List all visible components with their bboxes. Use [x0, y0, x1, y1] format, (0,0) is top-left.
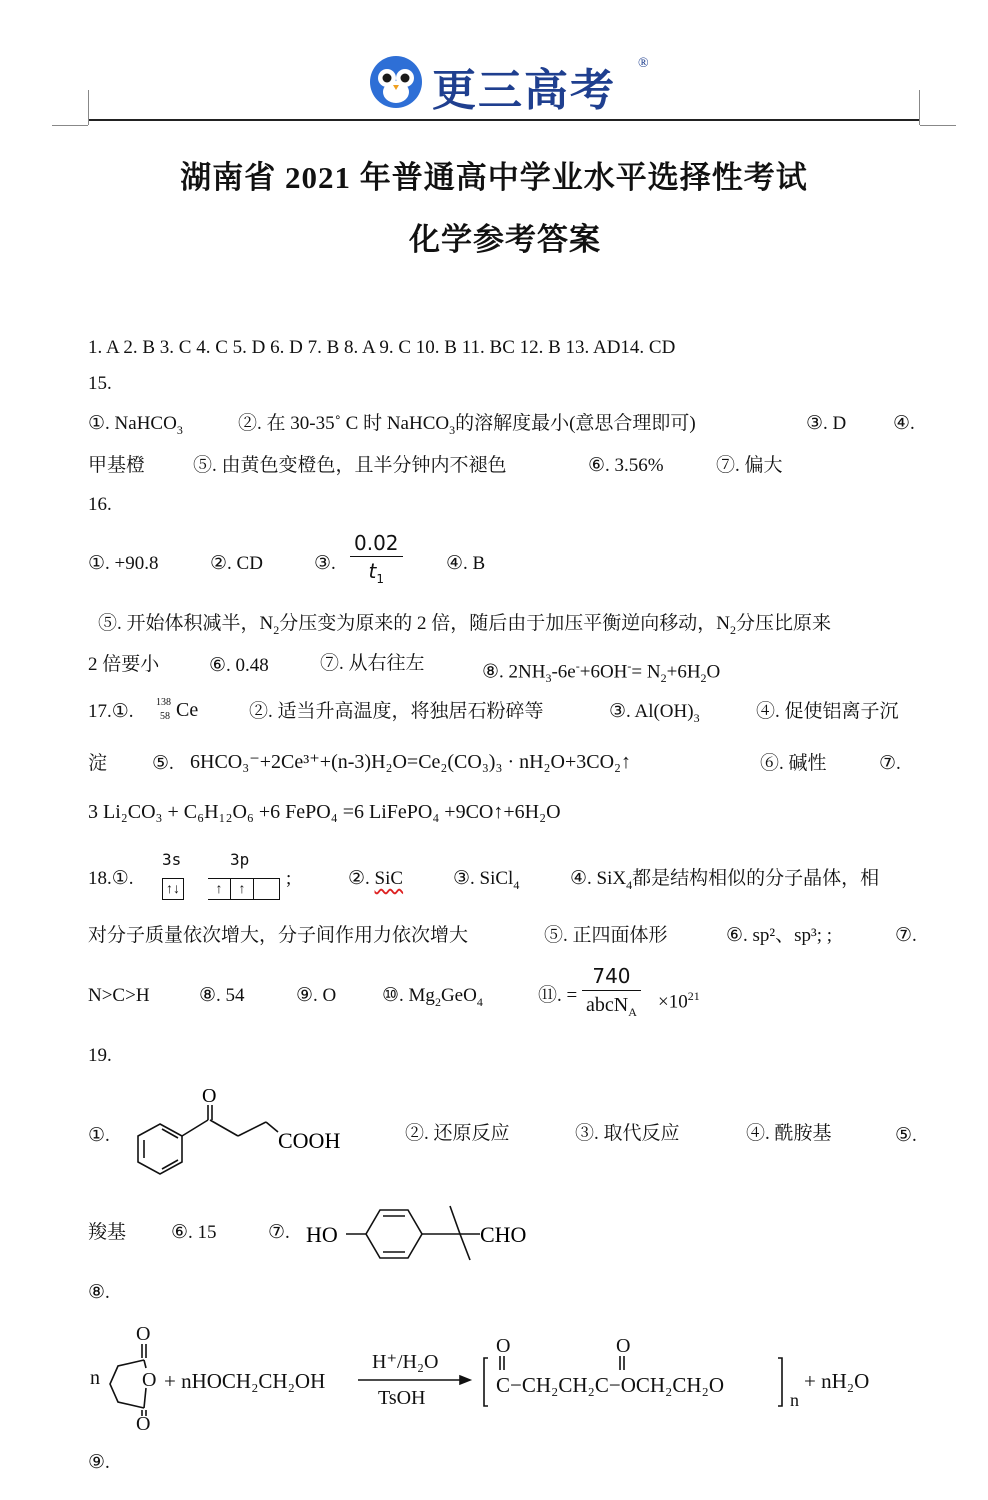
page-subtitle: 化学参考答案 [409, 222, 601, 257]
q18-a4: ④. SiX$_4$都是结构相似的分子晶体，相 [570, 868, 880, 892]
ho-label: HO [306, 1222, 338, 1247]
q17-a7-equation: 3 Li₂CO₃ + C₆H₁₂O₆ +6 FePO₄ =6 LiFePO₄ +9CO↑+6H₂O [88, 801, 561, 823]
q18-a11-fraction [582, 962, 641, 1026]
fraction-numerator: 0.02 [350, 530, 403, 557]
q17-a6: ⑥. 碱性 [760, 753, 827, 774]
q19-a6: ⑥. 15 [171, 1222, 217, 1243]
q15-a2: ②. 在 30-35˚ C 时 NaHCO$_3$的溶解度最小(意思合理即可) [238, 413, 696, 437]
q19-a8-reaction [88, 1322, 908, 1432]
q17-a4: ④. 促使铝离子沉 [756, 701, 899, 722]
q18-a7-cont: N>C>H [88, 985, 150, 1006]
q18-a3: ③. SiCl$_4$ [453, 868, 520, 892]
q18-a8: ⑧. 54 [199, 985, 245, 1006]
q15-a5: ⑤. 由黄色变橙色，且半分钟内不褪色 [193, 455, 507, 476]
q18-a2: ②. SiC [348, 868, 404, 889]
cho-label: CHO [480, 1222, 527, 1247]
q16-a7: ⑦. 从右往左 [320, 653, 425, 674]
reagent: + nHOCH₂CH₂OH [164, 1369, 326, 1393]
q16-a1: ①. +90.8 [88, 553, 159, 574]
anhydride-o-ring: O [142, 1369, 157, 1391]
q15-number: 15. [88, 373, 112, 394]
fraction-denominator: abcN$_A$ [586, 994, 637, 1019]
orbital-3s-box: ↑↓ [162, 878, 184, 900]
q17-isotope: 138 58 Ce [156, 697, 199, 722]
orbital-3p-box-3 [254, 878, 280, 900]
fraction-numerator: 740 [582, 962, 641, 991]
q16-a5-line1: ⑤. 开始体积减半，$N_2$分压变为原来的 2 倍，随后由于加压平衡逆向移动，$N_2$分压比原来 [98, 613, 831, 637]
q17-a2: ②. 适当升高温度，将独居石粉碎等 [249, 701, 544, 722]
q18-a7: ⑦. [895, 925, 917, 946]
logo-text: 更三高考 [432, 65, 616, 116]
q15-a3: ③. D [806, 413, 847, 434]
q19-a4: ④. 酰胺基 [746, 1123, 832, 1144]
q16-a3: ③. [314, 553, 336, 574]
product-o-1: O [496, 1335, 511, 1357]
orbital-3p-label: 3p [230, 850, 250, 869]
q18-a11-mult: $\times 10^{21}$ [658, 989, 700, 1013]
q18-semicolon: ; [286, 868, 292, 889]
q15-a4: ④. [893, 413, 915, 434]
q16-a3-fraction [350, 530, 403, 593]
q18-a10: ⑩. $Mg_2GeO_4$ [382, 985, 483, 1009]
fraction-denominator: $t_1$ [368, 559, 384, 586]
q17-a4-cont: 淀 [88, 753, 108, 774]
product: C−CH₂CH₂C−OCH₂CH₂O [496, 1373, 725, 1397]
q17-a3: ③. $Al(OH)_3$ [609, 701, 700, 725]
q17-a5-equation: 6HCO₃⁻+2Ce³⁺+(n-3)H₂O=Ce₂(CO₃)₃ · nH₂O+3CO₂↑ [190, 751, 631, 773]
product-n: n [790, 1390, 799, 1410]
header-rule [88, 119, 920, 121]
q15-a4-cont: 甲基橙 [88, 455, 146, 476]
q18-a11: ⑪. = [538, 985, 578, 1006]
reaction-n: n [90, 1367, 100, 1389]
q18-a4-cont: 对分子质量依次增大，分子间作用力依次增大 [88, 925, 469, 946]
registered-mark: ® [638, 56, 649, 71]
page-title: 湖南省 2021 年普通高中学业水平选择性考试 [180, 160, 808, 195]
q16-a5-line2: 2 倍要小 [88, 654, 160, 675]
q15-line1 [88, 411, 183, 443]
q17-number: 17.①. [88, 701, 134, 722]
carbonyl-oxygen-label: O [202, 1085, 217, 1107]
condition-bottom: TsOH [378, 1387, 426, 1409]
q19-a8: ⑧. [88, 1282, 110, 1303]
q15-a7: ⑦. 偏大 [716, 455, 783, 476]
header-tick-left [88, 90, 89, 125]
q16-a6: ⑥. 0.48 [209, 655, 269, 676]
q18-a9: ⑨. O [296, 985, 337, 1006]
q16-number: 16. [88, 494, 112, 515]
q18-a5: ⑤. 正四面体形 [544, 925, 668, 946]
anhydride-o-top: O [136, 1323, 151, 1345]
answers-1-14: 1. A 2. B 3. C 4. C 5. D 6. D 7. B 8. A 9. C 10. B 11. BC 12. B 13. AD14. CD [88, 337, 676, 358]
q19-a1-structure [120, 1080, 360, 1184]
q15-a6: ⑥. 3.56% [588, 455, 664, 476]
cooh-label: COOH [278, 1128, 341, 1153]
header-rule-right-ext [920, 125, 956, 126]
q15-a1: ①. NaHCO$_3$ [88, 413, 183, 437]
header-rule-left-ext [52, 125, 88, 126]
q19-a2: ②. 还原反应 [405, 1123, 510, 1144]
owl-logo-icon [368, 54, 424, 110]
orbital-3p-box-1: ↑ [208, 878, 231, 900]
q18-number: 18.①. [88, 868, 134, 889]
orbital-3s-label: 3s [162, 850, 182, 869]
q19-a5: ⑤. [895, 1125, 917, 1146]
q19-a7: ⑦. [268, 1222, 290, 1243]
q16-a4: ④. B [446, 553, 486, 574]
q19-a1: ①. [88, 1125, 110, 1146]
q19-a7-structure [304, 1202, 544, 1266]
orbital-3p-box-2: ↑ [231, 878, 254, 900]
q19-a5-cont: 羧基 [88, 1222, 127, 1243]
q16-a2: ②. CD [210, 553, 263, 574]
header-tick-right [919, 90, 920, 125]
logo [368, 52, 658, 116]
product-o-2: O [616, 1335, 631, 1357]
q19-a9: ⑨. [88, 1452, 110, 1473]
water: + nH₂O [804, 1369, 870, 1393]
q17-a7: ⑦. [879, 753, 901, 774]
q19-number: 19. [88, 1045, 112, 1066]
q18-orbital-diagram [160, 848, 300, 906]
q18-a6: ⑥. sp²、sp³; ; [726, 925, 833, 946]
q16-a8: ⑧. $2NH_3-6e^-+6OH^-= N_2+6H_2O$ [482, 659, 721, 686]
condition-top: H⁺/H₂O [372, 1351, 439, 1373]
q19-a3: ③. 取代反应 [575, 1123, 680, 1144]
anhydride-o-bottom: O [136, 1413, 151, 1432]
q17-a5: ⑤. [152, 753, 174, 774]
